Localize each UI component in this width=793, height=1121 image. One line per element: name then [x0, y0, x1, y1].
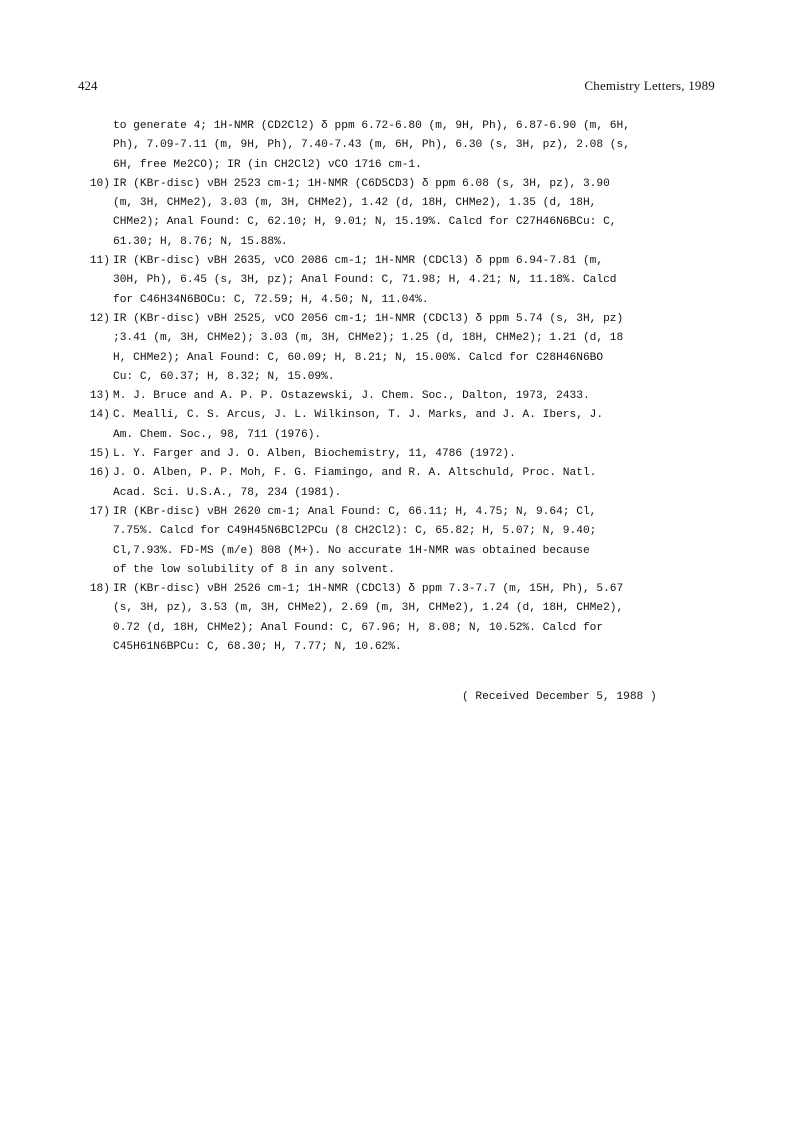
footnote-line: IR (KBr-disc) νBH 2525, νCO 2056 cm-1; 1H-NMR (CDCl3) δ ppm 5.74 (s, 3H, pz) — [113, 312, 624, 325]
footnote-line: 30H, Ph), 6.45 (s, 3H, pz); Anal Found: C, 71.98; H, 4.21; N, 11.18%. Calcd — [113, 274, 617, 287]
footnote-line: 6H, free Me2CO); IR (in CH2Cl2) νCO 1716 cm-1. — [113, 158, 422, 171]
footnote-number: 12) — [89, 312, 110, 325]
footnote-line: 61.30; H, 8.76; N, 15.88%. — [113, 235, 288, 248]
page-number: 424 — [78, 78, 98, 93]
footnote-line: IR (KBr-disc) νBH 2635, νCO 2086 cm-1; 1H-NMR (CDCl3) δ ppm 6.94-7.81 (m, — [113, 255, 604, 268]
footnote — [88, 387, 708, 406]
footnote — [88, 464, 708, 503]
footnote-number: 18) — [89, 583, 110, 596]
footnote-line: (s, 3H, pz), 3.53 (m, 3H, CHMe2), 2.69 (m, 3H, CHMe2), 1.24 (d, 18H, CHMe2), — [113, 602, 624, 615]
footnote-line: Acad. Sci. U.S.A., 78, 234 (1981). — [113, 486, 342, 499]
footnote-line: (m, 3H, CHMe2), 3.03 (m, 3H, CHMe2), 1.42 (d, 18H, CHMe2), 1.35 (d, 18H, — [113, 197, 597, 210]
footnote — [88, 445, 708, 464]
footnote-line: Ph), 7.09-7.11 (m, 9H, Ph), 7.40-7.43 (m, 6H, Ph), 6.30 (s, 3H, pz), 2.08 (s, — [113, 139, 630, 152]
footnote — [88, 175, 708, 252]
footnote-line: M. J. Bruce and A. P. P. Ostazewski, J. Chem. Soc., Dalton, 1973, 2433. — [113, 390, 590, 403]
footnote-line: Am. Chem. Soc., 98, 711 (1976). — [113, 428, 322, 441]
footnote-line: ;3.41 (m, 3H, CHMe2); 3.03 (m, 3H, CHMe2); 1.25 (d, 18H, CHMe2); 1.21 (d, 18 — [113, 332, 624, 345]
footnote — [88, 503, 708, 580]
footnote-number: 16) — [89, 467, 110, 480]
journal-citation: Chemistry Letters, 1989 — [584, 78, 715, 93]
footnote-line: IR (KBr-disc) νBH 2526 cm-1; 1H-NMR (CDCl3) δ ppm 7.3-7.7 (m, 15H, Ph), 5.67 — [113, 583, 624, 596]
footnote-number: 14) — [89, 409, 110, 422]
footnote-number: 15) — [89, 448, 110, 461]
footnote-line: C. Mealli, C. S. Arcus, J. L. Wilkinson, T. J. Marks, and J. A. Ibers, J. — [113, 409, 604, 422]
footnote-line: 7.75%. Calcd for C49H45N6BCl2PCu (8 CH2Cl2): C, 65.82; H, 5.07; N, 9.40; — [113, 525, 597, 538]
footnote-line: IR (KBr-disc) νBH 2620 cm-1; Anal Found: C, 66.11; H, 4.75; N, 9.64; Cl, — [113, 505, 597, 518]
footnote-line: C45H61N6BPCu: C, 68.30; H, 7.77; N, 10.62%. — [113, 641, 402, 654]
footnote-line: for C46H34N6BOCu: C, 72.59; H, 4.50; N, 11.04%. — [113, 293, 429, 306]
footnote-line: Cu: C, 60.37; H, 8.32; N, 15.09%. — [113, 370, 335, 383]
footnote — [88, 406, 708, 445]
reference-notes — [88, 117, 708, 657]
footnote-number: 17) — [89, 505, 110, 518]
footnote-line: of the low solubility of 8 in any solvent. — [113, 563, 395, 576]
footnote-line: IR (KBr-disc) νBH 2523 cm-1; 1H-NMR (C6D5CD3) δ ppm 6.08 (s, 3H, pz), 3.90 — [113, 177, 610, 190]
footnote — [88, 580, 708, 657]
footnote-line: J. O. Alben, P. P. Moh, F. G. Fiamingo, and R. A. Altschuld, Proc. Natl. — [113, 467, 597, 480]
received-date: ( Received December 5, 1988 ) — [462, 691, 657, 703]
footnote-line: H, CHMe2); Anal Found: C, 60.09; H, 8.21; N, 15.00%. Calcd for C28H46N6BO — [113, 351, 604, 364]
footnote-line: Cl,7.93%. FD-MS (m/e) 808 (M+). No accurate 1H-NMR was obtained because — [113, 544, 590, 557]
footnote-number: 13) — [89, 390, 110, 403]
footnote-line: to generate 4; 1H-NMR (CD2Cl2) δ ppm 6.72-6.80 (m, 9H, Ph), 6.87-6.90 (m, 6H, — [113, 120, 630, 132]
footnote — [88, 117, 708, 175]
footnote — [88, 252, 708, 310]
running-header — [78, 78, 715, 98]
footnote-number: 11) — [89, 255, 110, 268]
footnote-line: CHMe2); Anal Found: C, 62.10; H, 9.01; N, 15.19%. Calcd for C27H46N6BCu: C, — [113, 216, 617, 229]
footnote-number: 10) — [89, 177, 110, 190]
footnote-line: 0.72 (d, 18H, CHMe2); Anal Found: C, 67.96; H, 8.08; N, 10.52%. Calcd for — [113, 621, 604, 634]
footnote-line: L. Y. Farger and J. O. Alben, Biochemistry, 11, 4786 (1972). — [113, 448, 516, 461]
footnote — [88, 310, 708, 387]
